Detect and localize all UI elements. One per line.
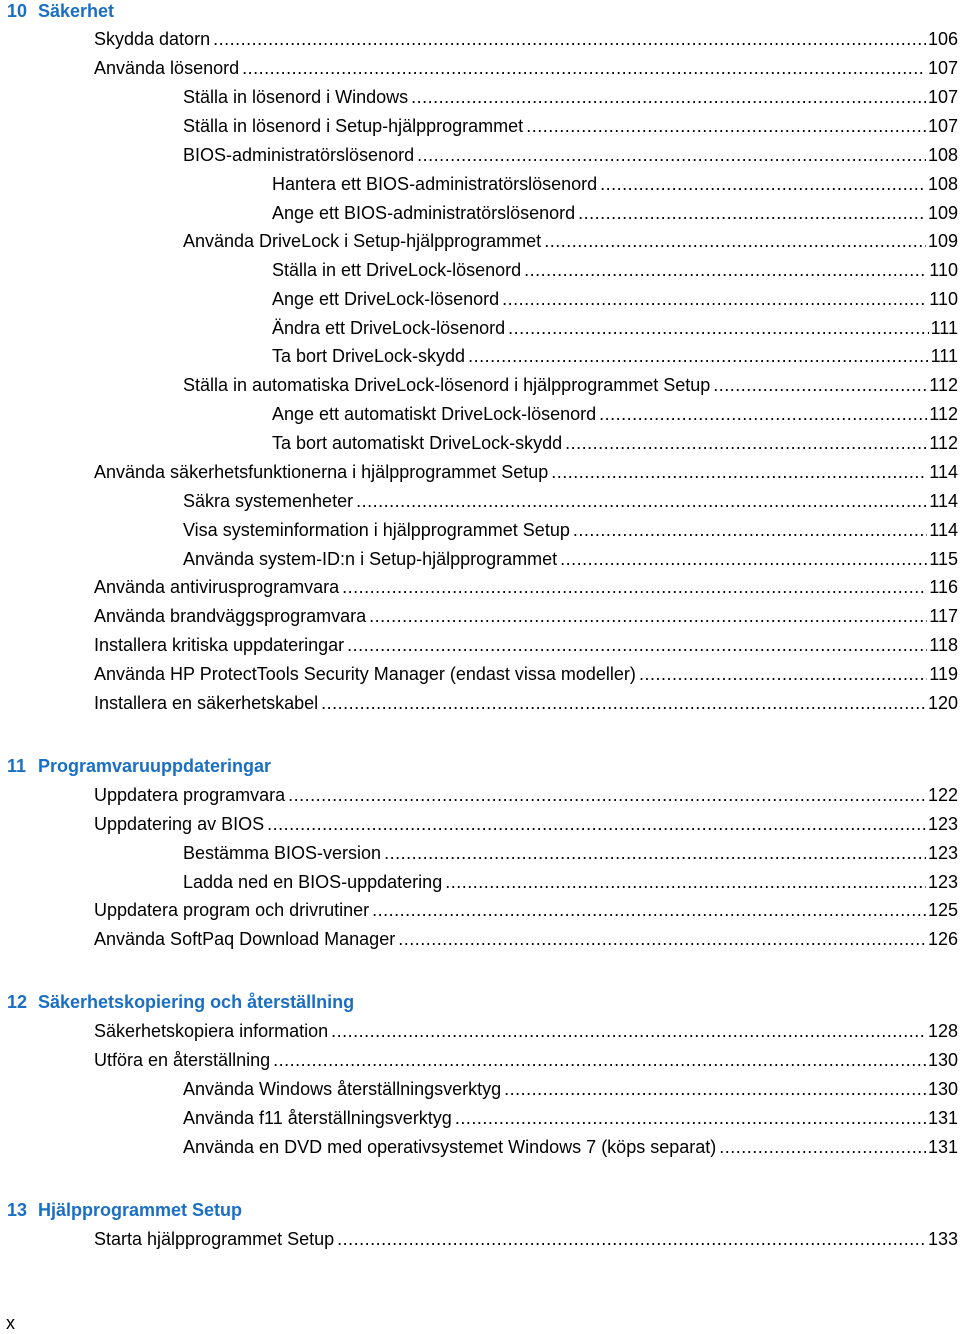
toc-entry[interactable] [94,634,958,656]
toc-entry-page: 114 [929,462,958,482]
dot-leader [526,115,926,137]
toc-entry[interactable] [94,928,958,950]
chapter-heading[interactable] [7,0,114,22]
toc-entry[interactable] [272,403,958,425]
chapter-title: Programvaruuppdateringar [38,756,272,776]
dot-leader [369,605,927,627]
dot-leader [578,202,926,224]
toc-entry[interactable] [183,1078,958,1100]
toc-entry-page: 106 [927,29,958,49]
toc-entry[interactable] [94,784,958,806]
toc-entry-page: 130 [927,1050,958,1070]
toc-entry[interactable] [94,57,958,79]
toc-entry-title: Ställa in ett DriveLock-lösenord [272,260,522,280]
toc-entry-page: 114 [929,520,958,540]
toc-entry-title: Utföra en återställning [94,1050,271,1070]
toc-entry[interactable] [183,144,958,166]
dot-leader [267,813,926,835]
toc-entry-title: Starta hjälpprogrammet Setup [94,1229,335,1249]
toc-entry-page: 123 [927,872,958,892]
toc-entry[interactable] [272,173,958,195]
toc-entry-page: 123 [927,814,958,834]
toc-entry[interactable] [183,871,958,893]
toc-entry-page: 115 [929,549,958,569]
toc-entry[interactable] [272,259,958,281]
toc-entry[interactable] [94,663,958,685]
toc-entry[interactable] [94,813,958,835]
toc-entry-title: Ställa in lösenord i Setup-hjälpprogrammet [183,116,524,136]
toc-entry-title: Använda f11 återställningsverktyg [183,1108,452,1128]
toc-entry[interactable] [94,461,958,483]
toc-entry-title: Ange ett automatiskt DriveLock-lösenord [272,404,597,424]
toc-entry[interactable] [272,345,958,367]
toc-entry-title: Skydda datorn [94,29,211,49]
toc-entry[interactable] [94,1228,958,1250]
toc-entry-page: 130 [927,1079,958,1099]
toc-entry-page: 110 [929,289,958,309]
toc-entry[interactable] [272,288,958,310]
dot-leader [242,57,926,79]
dot-leader [504,1078,926,1100]
chapter-title: Säkerhet [38,1,115,21]
chapter-number: 12 [7,992,28,1012]
toc-entry-page: 112 [929,404,958,424]
dot-leader [417,144,926,166]
toc-entry-title: Ta bort DriveLock-skydd [272,346,466,366]
toc-entry[interactable] [94,899,958,921]
toc-entry-title: Ange ett BIOS-administratörslösenord [272,203,576,223]
toc-entry-title: Ladda ned en BIOS-uppdatering [183,872,443,892]
toc-entry-page: 131 [927,1108,958,1128]
dot-leader [551,461,927,483]
toc-entry-page: 109 [927,231,958,251]
toc-entry[interactable] [94,576,958,598]
toc-entry-page: 111 [930,318,958,338]
toc-entry[interactable] [94,1020,958,1042]
toc-entry-title: Använda antivirusprogramvara [94,577,340,597]
toc-entry-page: 122 [927,785,958,805]
toc-entry-title: Använda säkerhetsfunktionerna i hjälpprogrammet Setup [94,462,549,482]
toc-entry-page: 120 [927,693,958,713]
toc-entry-page: 112 [929,375,958,395]
dot-leader [372,899,926,921]
toc-entry[interactable] [183,1107,958,1129]
dot-leader [544,230,926,252]
chapter-number: 13 [7,1200,28,1220]
chapter-number: 11 [7,756,27,776]
dot-leader [502,288,927,310]
toc-entry-page: 117 [929,606,958,626]
toc-entry-title: Använda DriveLock i Setup-hjälpprogrammet [183,231,542,251]
dot-leader [560,548,927,570]
chapter-heading[interactable] [7,755,271,777]
dot-leader [411,86,926,108]
toc-entry-page: 131 [927,1137,958,1157]
toc-entry-page: 107 [927,58,958,78]
toc-entry-title: Säkra systemenheter [183,491,354,511]
toc-entry[interactable] [183,86,958,108]
dot-leader [600,173,926,195]
chapter-heading[interactable] [7,1199,242,1221]
toc-entry-page: 108 [927,145,958,165]
toc-entry[interactable] [183,230,958,252]
toc-entry-title: Använda HP ProtectTools Security Manager (endast vissa modeller) [94,664,636,684]
chapter-heading[interactable] [7,991,354,1013]
chapter-title: Säkerhetskopiering och återställning [38,992,355,1012]
toc-entry[interactable] [183,115,958,137]
dot-leader [321,692,926,714]
dot-leader [719,1136,926,1158]
toc-entry-page: 110 [929,260,958,280]
toc-entry[interactable] [272,317,958,339]
toc-entry-title: Installera en säkerhetskabel [94,693,319,713]
dot-leader [398,928,926,950]
toc-entry[interactable] [272,202,958,224]
toc-entry-page: 119 [929,664,958,684]
toc-entry-page: 114 [929,491,958,511]
toc-entry[interactable] [183,548,958,570]
toc-entry-title: Uppdatera program och drivrutiner [94,900,370,920]
dot-leader [508,317,929,339]
toc-entry-title: Ställa in lösenord i Windows [183,87,409,107]
toc-entry-title: Visa systeminformation i hjälpprogrammet Setup [183,520,570,540]
toc-entry-page: 123 [927,843,958,863]
dot-leader [599,403,927,425]
toc-entry-title: Använda lösenord [94,58,240,78]
chapter-title: Hjälpprogrammet Setup [38,1200,243,1220]
toc-entry-title: Använda en DVD med operativsystemet Windows 7 (köps separat) [183,1137,717,1157]
dot-leader [713,374,927,396]
toc-entry[interactable] [94,28,958,50]
toc-entry-title: Säkerhetskopiera information [94,1021,329,1041]
dot-leader [331,1020,926,1042]
toc-entry-page: 107 [927,87,958,107]
toc-entry-title: Ändra ett DriveLock-lösenord [272,318,506,338]
dot-leader [573,519,927,541]
toc-entry-page: 133 [927,1229,958,1249]
toc-entry-title: Använda system-ID:n i Setup-hjälpprogrammet [183,549,558,569]
toc-entry-page: 107 [927,116,958,136]
dot-leader [356,490,927,512]
toc-entry-title: Ange ett DriveLock-lösenord [272,289,500,309]
toc-entry[interactable] [183,519,958,541]
page-number: x [6,1313,15,1333]
toc-entry[interactable] [183,1136,958,1158]
toc-entry-title: Bestämma BIOS-version [183,843,382,863]
toc-entry-page: 111 [930,346,958,366]
toc-entry-title: Ta bort automatiskt DriveLock-skydd [272,433,563,453]
dot-leader [565,432,927,454]
toc-entry-title: BIOS-administratörslösenord [183,145,415,165]
dot-leader [273,1049,926,1071]
toc-entry-title: Ställa in automatiska DriveLock-lösenord i hjälpprogrammet Setup [183,375,711,395]
dot-leader [524,259,927,281]
toc-entry-title: Hantera ett BIOS-administratörslösenord [272,174,598,194]
toc-entry-title: Använda Windows återställningsverktyg [183,1079,502,1099]
toc-entry[interactable] [183,374,958,396]
chapter-number: 10 [7,1,28,21]
dot-leader [455,1107,926,1129]
toc-entry-page: 128 [927,1021,958,1041]
toc-entry-title: Uppdatera programvara [94,785,286,805]
toc-entry[interactable] [94,1049,958,1071]
toc-entry-page: 112 [929,433,958,453]
dot-leader [288,784,926,806]
dot-leader [213,28,926,50]
dot-leader [639,663,927,685]
dot-leader [337,1228,926,1250]
toc-entry[interactable] [183,490,958,512]
toc-entry-page: 116 [929,577,958,597]
toc-entry[interactable] [94,605,958,627]
toc-entry-page: 118 [929,635,958,655]
dot-leader [384,842,926,864]
dot-leader [445,871,926,893]
toc-entry-page: 109 [927,203,958,223]
toc-entry-title: Uppdatering av BIOS [94,814,265,834]
toc-entry[interactable] [272,432,958,454]
dot-leader [468,345,929,367]
toc-entry-page: 108 [927,174,958,194]
toc-entry[interactable] [94,692,958,714]
toc-entry[interactable] [183,842,958,864]
dot-leader [342,576,927,598]
toc-entry-title: Installera kritiska uppdateringar [94,635,345,655]
toc-entry-page: 126 [927,929,958,949]
toc-entry-page: 125 [927,900,958,920]
dot-leader [347,634,927,656]
toc-entry-title: Använda brandväggsprogramvara [94,606,367,626]
toc-entry-title: Använda SoftPaq Download Manager [94,929,396,949]
